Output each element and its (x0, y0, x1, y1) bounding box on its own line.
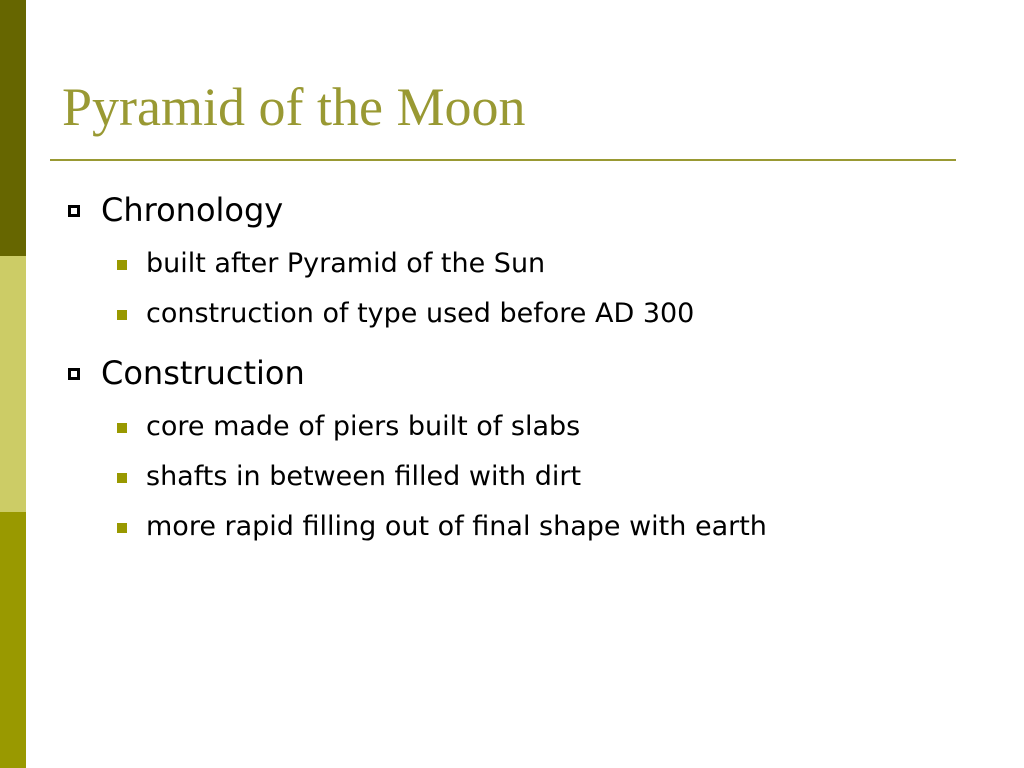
sub-bullet-text: more rapid filling out of final shape with earth (146, 511, 767, 542)
side-bar-segment-top (0, 0, 26, 256)
slide-title: Pyramid of the Moon (62, 77, 526, 137)
sub-bullet-list (62, 239, 982, 339)
bullet-chronology (62, 186, 982, 234)
bullet-text: Construction (101, 354, 305, 392)
side-bar-segment-bottom (0, 512, 26, 768)
slide-body (62, 186, 982, 552)
sub-bullet-text: shafts in between filled with dirt (146, 461, 582, 492)
bullet-construction (62, 349, 982, 397)
sub-bullet-text: core made of piers built of slabs (146, 411, 581, 442)
side-bar-segment-middle (0, 256, 26, 512)
filled-square-bullet-icon (117, 523, 127, 533)
title-underline (50, 159, 956, 161)
filled-square-bullet-icon (117, 473, 127, 483)
sub-bullet-item (62, 239, 982, 289)
sub-bullet-text: built after Pyramid of the Sun (146, 248, 546, 279)
filled-square-bullet-icon (117, 423, 127, 433)
sub-bullet-item (62, 289, 982, 339)
sub-bullet-item (62, 502, 982, 552)
sub-bullet-text: construction of type used before AD 300 (146, 298, 695, 329)
sub-bullet-list (62, 402, 982, 552)
hollow-square-bullet-icon (68, 205, 80, 217)
sub-bullet-item (62, 402, 982, 452)
sub-bullet-item (62, 452, 982, 502)
bullet-text: Chronology (101, 191, 284, 229)
filled-square-bullet-icon (117, 260, 127, 270)
decorative-side-bar (0, 0, 26, 768)
hollow-square-bullet-icon (68, 368, 80, 380)
filled-square-bullet-icon (117, 310, 127, 320)
